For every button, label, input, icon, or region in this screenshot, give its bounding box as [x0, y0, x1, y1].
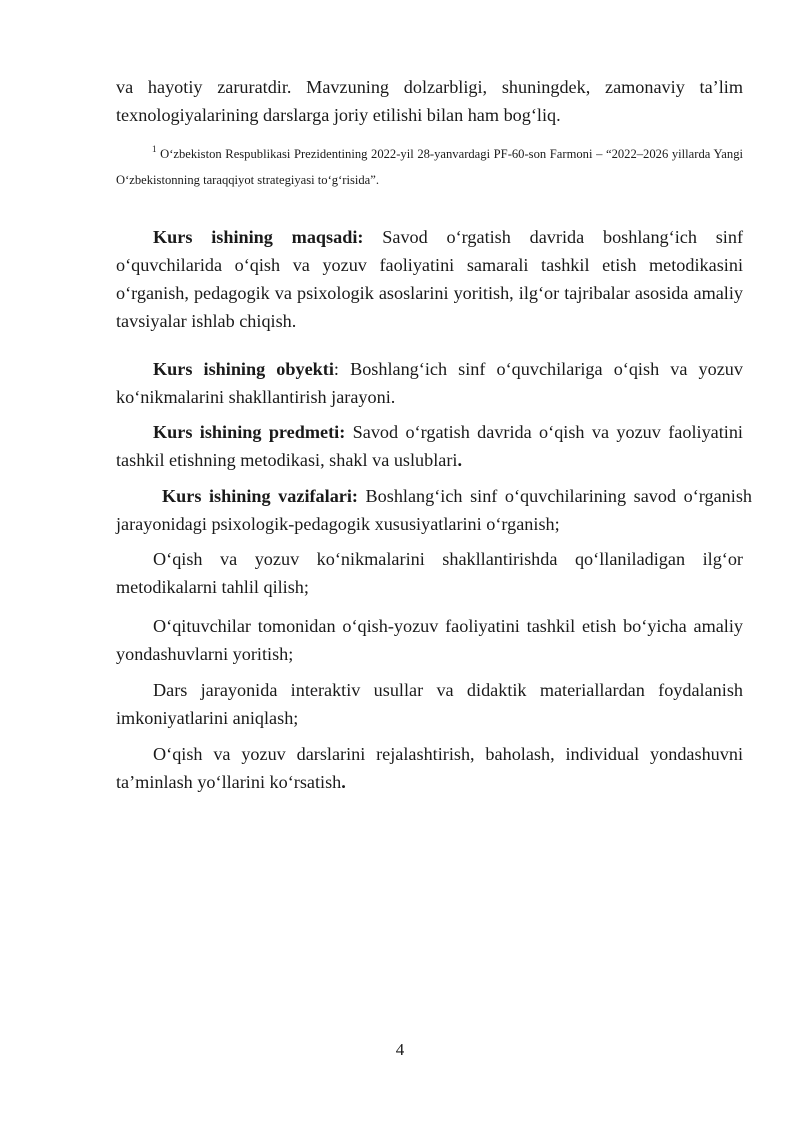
- task-item-end: .: [341, 772, 346, 792]
- task-item-text: O‘qish va yozuv ko‘nikmalarini shakllantirishda qo‘llaniladigan ilg‘or metodikalarni tahlil qilish;: [116, 549, 743, 597]
- intro-line-1: va hayotiy zaruratdir. Mavzuning dolzarbligi, shuningdek, zamonaviy ta’lim: [116, 77, 743, 97]
- tasks-paragraph: [116, 482, 752, 538]
- footnote-mark: 1: [152, 143, 157, 154]
- goal-text: Savod o‘rgatish davrida boshlang‘ich sinf o‘quvchilarida o‘qish va yozuv faoliyatini samarali tashkil etish metodikasini o‘rganish, pedagogik va psixologik asoslarini yoritish, ilg‘or tajribalar asosida amaliy tavsiyalar ishlab chiqish.: [116, 227, 744, 331]
- task-item: [116, 545, 743, 601]
- tasks-label: Kurs ishining vazifalari:: [162, 486, 358, 506]
- goal-paragraph: [116, 223, 743, 335]
- task-item-text: O‘qish va yozuv darslarini rejalashtirish, baholash, individual yondashuvni ta’minlash yo‘llarini ko‘rsatish: [116, 744, 743, 792]
- intro-line-2: texnologiyalarining darslarga joriy etilishi bilan ham bog‘liq.: [116, 105, 561, 125]
- task-item: [116, 612, 743, 668]
- intro-paragraph: [116, 73, 743, 129]
- tasks-text: Boshlang‘ich sinf o‘quvchilarining savod o‘rganish jarayonidagi psixologik-pedagogik xususiyatlarini o‘rganish;: [116, 486, 752, 534]
- task-item: [116, 740, 743, 796]
- task-item-text: O‘qituvchilar tomonidan o‘qish-yozuv faoliyatini tashkil etish bo‘yicha amaliy yondashuvlarni yoritish;: [116, 616, 743, 664]
- subject-end: .: [457, 450, 463, 470]
- subject-label: Kurs ishining predmeti:: [153, 422, 346, 442]
- task-item: [116, 676, 743, 732]
- page-number: 4: [395, 1040, 405, 1059]
- footnote: [116, 141, 743, 193]
- object-paragraph: [116, 355, 743, 411]
- object-label: Kurs ishining obyekti: [153, 359, 334, 379]
- subject-paragraph: [116, 418, 743, 474]
- footnote-text: O‘zbekiston Respublikasi Prezidentining 2022-yil 28-yanvardagi PF-60-son Farmoni – “2022–2026 yillarda Yangi O‘zbekistonning taraqqiyot strategiyasi to‘g‘risida”.: [116, 147, 743, 187]
- object-text: : Boshlang‘ich sinf o‘quvchilariga o‘qish va yozuv ko‘nikmalarini shakllantirish jarayoni.: [116, 359, 743, 407]
- task-item-text: Dars jarayonida interaktiv usullar va didaktik materiallardan foydalanish imkoniyatlarini aniqlash;: [116, 680, 743, 728]
- goal-label: Kurs ishining maqsadi:: [153, 227, 364, 247]
- subject-text: Savod o‘rgatish davrida o‘qish va yozuv faoliyatini tashkil etishning metodikasi, shakl va uslublari: [116, 422, 743, 470]
